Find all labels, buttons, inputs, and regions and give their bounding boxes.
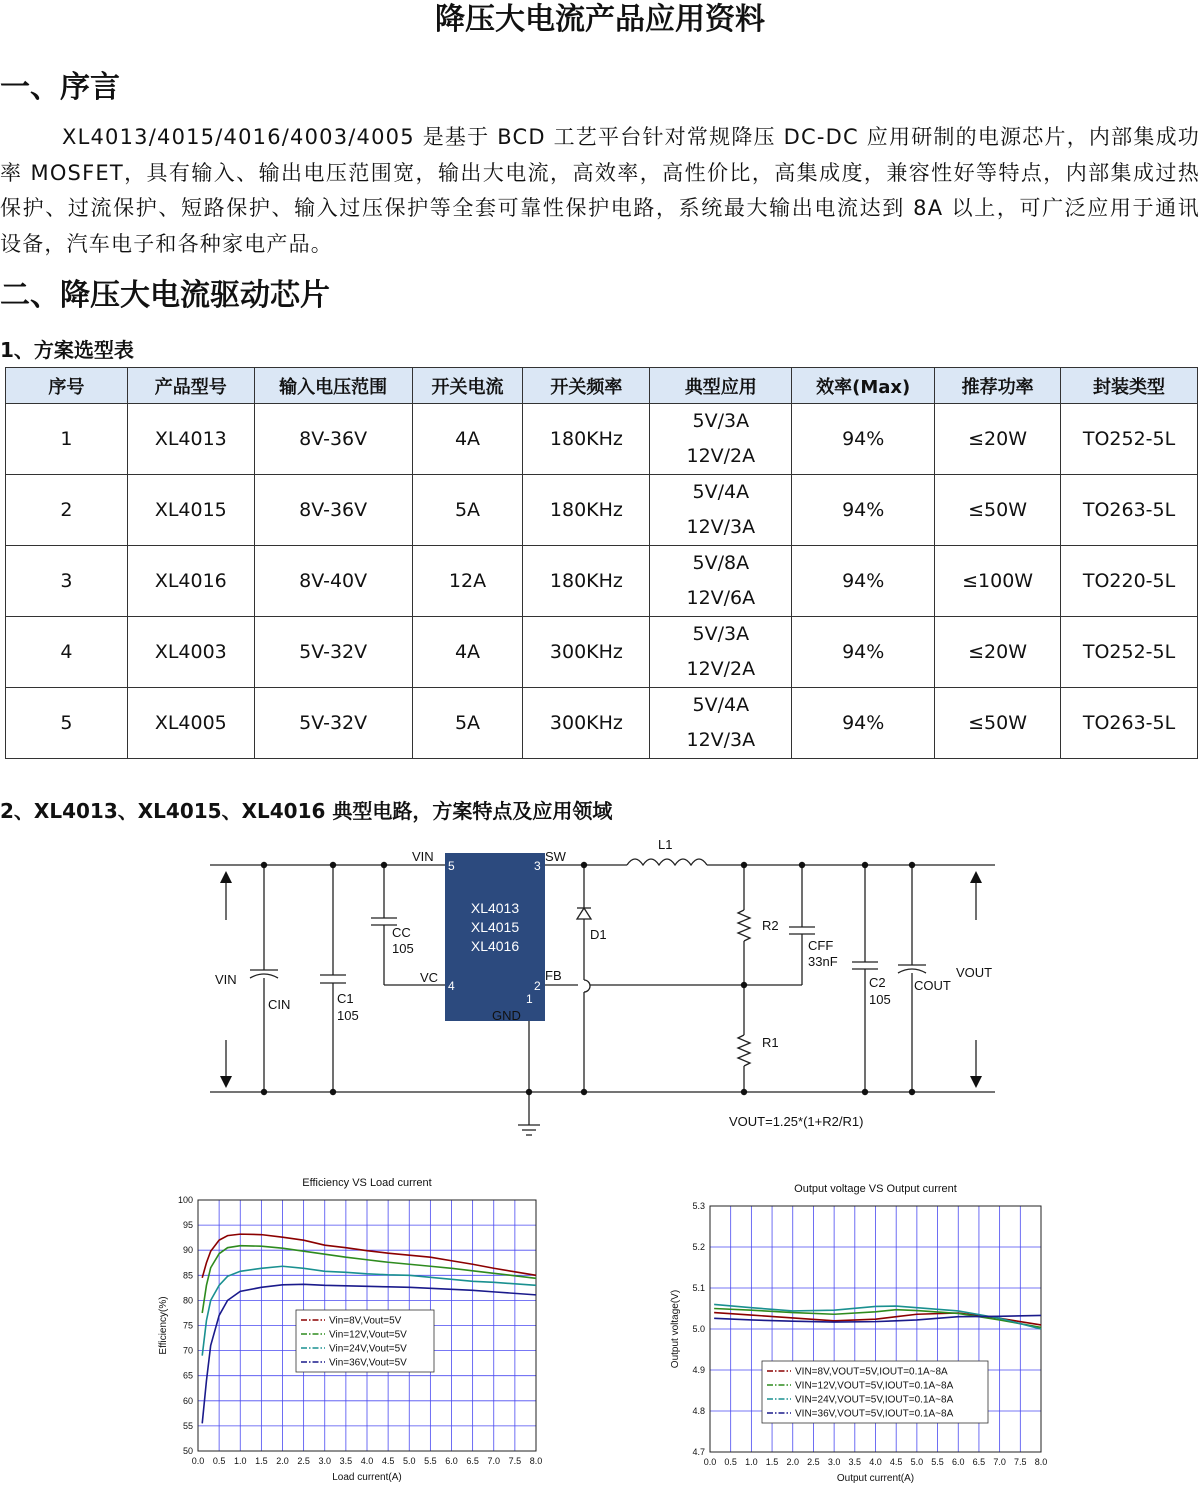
y-tick-label: 65 <box>182 1370 193 1381</box>
cell-model: XL4005 <box>127 688 254 759</box>
y-tick-label: 85 <box>182 1270 193 1281</box>
cell-freq: 180KHz <box>523 404 650 475</box>
x-tick-label: 7.0 <box>487 1456 501 1466</box>
x-tick-label: 6.0 <box>951 1457 965 1467</box>
section-preface-heading: 一、序言 <box>0 70 120 105</box>
pin-vc-label: VC <box>420 970 439 985</box>
x-tick-label: 1.0 <box>745 1457 758 1467</box>
cell-vin: 8V-36V <box>254 475 412 546</box>
cell-model: XL4016 <box>127 546 254 617</box>
x-tick-label: 0.5 <box>724 1457 737 1467</box>
x-tick-label: 0.0 <box>703 1457 717 1467</box>
cell-eff: 94% <box>792 475 935 546</box>
legend-label: VIN=36V,VOUT=5V,IOUT=0.1A~8A <box>795 1408 954 1420</box>
x-tick-label: 4.0 <box>869 1457 882 1467</box>
y-axis-label: Efficiency(%) <box>158 1296 169 1355</box>
cell-freq: 300KHz <box>523 688 650 759</box>
d1-label: D1 <box>590 927 607 942</box>
x-tick-label: 3.5 <box>339 1456 353 1466</box>
cell-model: XL4013 <box>127 404 254 475</box>
cell-model: XL4015 <box>127 475 254 546</box>
table-row <box>6 475 1198 546</box>
typical-app-line: 12V/6A <box>686 587 756 609</box>
y-tick-label: 5.1 <box>692 1283 705 1293</box>
y-tick-label: 95 <box>182 1220 193 1231</box>
typical-app-line: 12V/2A <box>686 658 756 680</box>
cell-pkg: TO263-5L <box>1061 475 1198 546</box>
cell-isw: 4A <box>412 404 523 475</box>
x-tick-label: 1.5 <box>765 1457 779 1467</box>
typical-app-line: 12V/3A <box>686 516 756 538</box>
chart-title: Output voltage VS Output current <box>794 1183 957 1195</box>
cell-vin: 8V-40V <box>254 546 412 617</box>
pin-vin-label: VIN <box>412 849 434 864</box>
table-row <box>6 404 1198 475</box>
cell-isw: 5A <box>412 688 523 759</box>
cell-freq: 180KHz <box>523 546 650 617</box>
y-tick-label: 55 <box>182 1420 193 1431</box>
y-tick-label: 5.2 <box>692 1242 705 1252</box>
c1-value: 105 <box>337 1008 359 1023</box>
pin-num-5: 5 <box>448 859 455 873</box>
chip-label-1: XL4013 <box>470 900 520 916</box>
c2-label: C2 <box>869 975 886 990</box>
x-tick-label: 6.5 <box>466 1456 479 1466</box>
page-title: 降压大电流产品应用资料 <box>435 2 765 37</box>
x-tick-label: 3.0 <box>318 1456 332 1466</box>
x-tick-label: 1.5 <box>255 1456 268 1466</box>
r1-label: R1 <box>762 1035 779 1050</box>
circuit-heading: 2、XL4013、XL4015、XL4016 典型电路，方案特点及应用领域 <box>0 799 613 823</box>
selection-table-heading: 1、方案选型表 <box>0 338 134 362</box>
table-body <box>6 404 1198 759</box>
cell-typical-app <box>650 688 792 759</box>
table-header-row <box>6 368 1198 404</box>
cell-pkg: TO252-5L <box>1061 617 1198 688</box>
y-tick-label: 4.8 <box>692 1406 705 1416</box>
cell-pkg: TO252-5L <box>1061 404 1198 475</box>
table-row <box>6 688 1198 759</box>
typical-app-line: 5V/3A <box>692 410 750 432</box>
cell-typical-app <box>650 546 792 617</box>
cc-label: CC <box>392 925 411 940</box>
cell-isw: 5A <box>412 475 523 546</box>
y-tick-label: 70 <box>182 1345 193 1356</box>
x-tick-label: 0.5 <box>212 1456 226 1466</box>
legend-label: Vin=36V,Vout=5V <box>329 1357 407 1369</box>
l1-label: L1 <box>658 837 673 852</box>
typical-app-line: 5V/4A <box>692 481 750 503</box>
legend-label: Vin=8V,Vout=5V <box>329 1315 402 1327</box>
legend-label: VIN=8V,VOUT=5V,IOUT=0.1A~8A <box>795 1366 948 1378</box>
legend-label: Vin=12V,Vout=5V <box>329 1329 407 1341</box>
cff-label: CFF <box>808 938 834 953</box>
cell-typical-app <box>650 475 792 546</box>
y-tick-label: 100 <box>177 1195 193 1205</box>
y-tick-label: 60 <box>182 1395 193 1406</box>
cell-no: 4 <box>6 617 128 688</box>
cell-isw: 12A <box>412 546 523 617</box>
r2-label: R2 <box>762 918 779 933</box>
typical-app-line: 5V/4A <box>692 694 750 716</box>
cell-vin: 5V-32V <box>254 688 412 759</box>
y-tick-label: 75 <box>182 1320 193 1331</box>
vout-label: VOUT <box>956 965 993 980</box>
series-line <box>202 1234 536 1278</box>
output-voltage-chart <box>668 1176 1060 1486</box>
chart-title: Efficiency VS Load current <box>302 1177 432 1189</box>
y-tick-label: 4.9 <box>692 1365 705 1375</box>
cell-pkg: TO220-5L <box>1061 546 1198 617</box>
x-tick-label: 1.0 <box>233 1456 247 1466</box>
cell-freq: 180KHz <box>523 475 650 546</box>
table-row <box>6 546 1198 617</box>
x-tick-label: 3.0 <box>827 1457 841 1467</box>
y-tick-label: 5.0 <box>692 1324 705 1334</box>
x-tick-label: 4.5 <box>889 1457 903 1467</box>
x-tick-label: 6.5 <box>972 1457 986 1467</box>
x-tick-label: 2.5 <box>807 1457 820 1467</box>
series-line <box>202 1246 536 1313</box>
typical-app-line: 12V/2A <box>686 445 756 467</box>
cell-eff: 94% <box>792 688 935 759</box>
cff-value: 33nF <box>808 954 838 969</box>
intro-paragraph: XL4013/4015/4016/4003/4005 是基于 BCD 工艺平台针对常规降压 DC-DC 应用研制的电源芯片，内部集成功率 MOSFET，具有输入、输出电压范围宽，输出大电流，高效率，高性价比，高集成度，兼容性好等特点，内部集成过热保护、过流保护、短路保护、输入过压保护等全套可靠性保护电路，系统最大输出电流达到 8A 以上，可广泛应用于通讯设备，汽车电子和各种家电产品。 <box>0 125 1200 256</box>
x-tick-label: 4.0 <box>360 1456 374 1466</box>
cell-eff: 94% <box>792 546 935 617</box>
cell-typical-app <box>650 404 792 475</box>
column-header: 序号 <box>6 368 128 404</box>
cell-power: ≤20W <box>935 617 1061 688</box>
x-tick-label: 7.0 <box>993 1457 1006 1467</box>
cout-label: COUT <box>914 978 951 993</box>
cell-pkg: TO263-5L <box>1061 688 1198 759</box>
column-header: 输入电压范围 <box>254 368 412 404</box>
typical-circuit-diagram <box>200 835 1010 1140</box>
pin-num-2: 2 <box>534 979 541 993</box>
cell-model: XL4003 <box>127 617 254 688</box>
cell-typical-app <box>650 617 792 688</box>
x-axis-label: Load current(A) <box>332 1472 402 1483</box>
cell-vin: 8V-36V <box>254 404 412 475</box>
cell-isw: 4A <box>412 617 523 688</box>
y-tick-label: 80 <box>182 1295 193 1306</box>
cell-eff: 94% <box>792 404 935 475</box>
cell-power: ≤50W <box>935 688 1061 759</box>
pin-num-4: 4 <box>448 979 455 993</box>
efficiency-chart <box>150 1170 550 1485</box>
c1-label: C1 <box>337 991 354 1006</box>
cell-power: ≤100W <box>935 546 1061 617</box>
y-tick-label: 5.3 <box>692 1201 705 1211</box>
formula-label: VOUT=1.25*(1+R2/R1) <box>729 1114 864 1129</box>
cell-power: ≤50W <box>935 475 1061 546</box>
cin-label: CIN <box>268 997 291 1012</box>
x-tick-label: 2.0 <box>276 1456 289 1466</box>
selection-table <box>5 367 1198 759</box>
c2-value: 105 <box>869 992 891 1007</box>
x-tick-label: 3.5 <box>848 1457 862 1467</box>
x-tick-label: 5.5 <box>931 1457 944 1467</box>
cell-no: 1 <box>6 404 128 475</box>
column-header: 典型应用 <box>650 368 792 404</box>
column-header: 推荐功率 <box>935 368 1061 404</box>
cell-no: 2 <box>6 475 128 546</box>
legend-label: VIN=24V,VOUT=5V,IOUT=0.1A~8A <box>795 1394 954 1406</box>
x-tick-label: 4.5 <box>381 1456 395 1466</box>
cell-power: ≤20W <box>935 404 1061 475</box>
x-tick-label: 7.5 <box>508 1456 522 1466</box>
pin-gnd-label: GND <box>492 1008 521 1023</box>
vin-label: VIN <box>215 972 237 987</box>
x-tick-label: 7.5 <box>1014 1457 1027 1467</box>
column-header: 产品型号 <box>127 368 254 404</box>
x-axis-label: Output current(A) <box>836 1473 915 1484</box>
pin-num-1: 1 <box>526 992 533 1006</box>
x-tick-label: 0.0 <box>191 1456 205 1466</box>
table-row <box>6 617 1198 688</box>
cell-no: 3 <box>6 546 128 617</box>
cell-no: 5 <box>6 688 128 759</box>
column-header: 效率(Max) <box>792 368 935 404</box>
x-tick-label: 2.0 <box>786 1457 800 1467</box>
column-header: 开关频率 <box>523 368 650 404</box>
legend-label: Vin=24V,Vout=5V <box>329 1343 407 1355</box>
x-tick-label: 8.0 <box>529 1456 543 1466</box>
pin-num-3: 3 <box>534 859 541 873</box>
cell-freq: 300KHz <box>523 617 650 688</box>
cell-eff: 94% <box>792 617 935 688</box>
column-header: 开关电流 <box>412 368 523 404</box>
y-tick-label: 50 <box>182 1446 193 1456</box>
chip-label-3: XL4016 <box>470 938 520 954</box>
column-header: 封装类型 <box>1061 368 1198 404</box>
chip-label-2: XL4015 <box>470 919 520 935</box>
x-tick-label: 6.0 <box>445 1456 458 1466</box>
y-tick-label: 4.7 <box>692 1447 705 1457</box>
pin-sw-label: SW <box>545 849 566 864</box>
section-chips-heading: 二、降压大电流驱动芯片 <box>0 278 330 313</box>
pin-fb-label: FB <box>545 968 562 983</box>
legend-label: VIN=12V,VOUT=5V,IOUT=0.1A~8A <box>795 1380 954 1392</box>
x-tick-label: 8.0 <box>1034 1457 1048 1467</box>
y-axis-label: Output voltage(V) <box>670 1289 681 1369</box>
cell-vin: 5V-32V <box>254 617 412 688</box>
typical-app-line: 12V/3A <box>686 729 756 751</box>
x-tick-label: 2.5 <box>297 1456 310 1466</box>
typical-app-line: 5V/8A <box>692 552 750 574</box>
x-tick-label: 5.0 <box>910 1457 924 1467</box>
cc-value: 105 <box>392 941 414 956</box>
typical-app-line: 5V/3A <box>692 623 750 645</box>
y-tick-label: 90 <box>182 1245 193 1256</box>
x-tick-label: 5.5 <box>424 1456 437 1466</box>
x-tick-label: 5.0 <box>402 1456 416 1466</box>
